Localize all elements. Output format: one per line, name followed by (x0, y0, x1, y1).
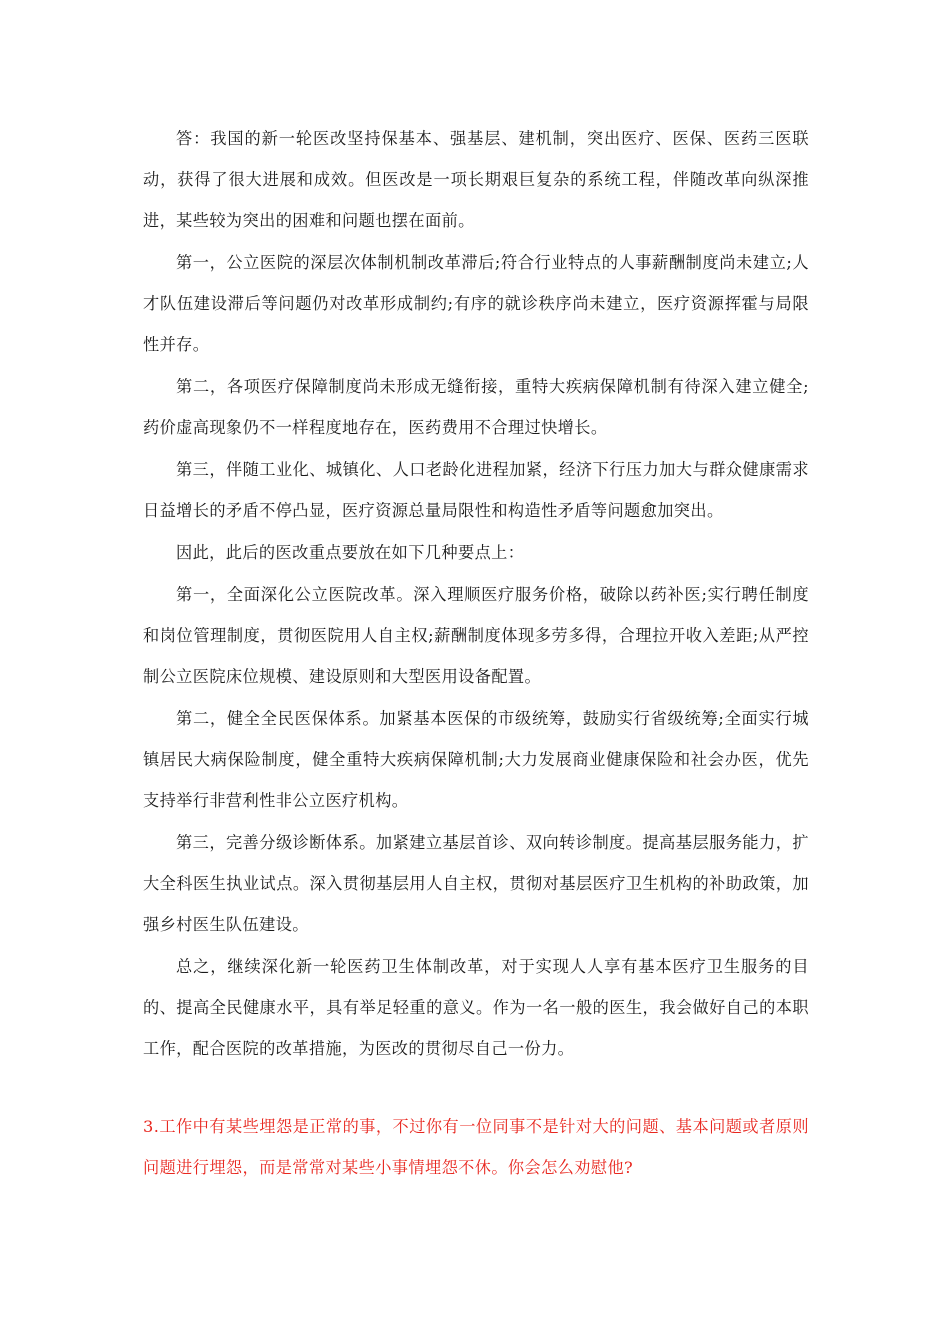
key-point-three-paragraph: 第三，完善分级诊断体系。加紧建立基层首诊、双向转诊制度。提高基层服务能力，扩大全科医生执业试点。深入贯彻基层用人自主权，贯彻对基层医疗卫生机构的补助政策，加强乡村医生队伍建设。 (143, 833, 809, 934)
problem-three-paragraph: 第三，伴随工业化、城镇化、人口老龄化进程加紧，经济下行压力加大与群众健康需求日益增长的矛盾不停凸显，医疗资源总量局限性和构造性矛盾等问题愈加突出。 (143, 460, 809, 520)
key-point-one-paragraph: 第一，全面深化公立医院改革。深入理顺医疗服务价格，破除以药补医;实行聘任制度和岗位管理制度，贯彻医院用人自主权;薪酬制度体现多劳多得，合理拉开收入差距;从严控制公立医院床位规模、建设原则和大型医用设备配置。 (143, 585, 809, 686)
question-three: 3.工作中有某些埋怨是正常的事，不过你有一位同事不是针对大的问题、基本问题或者原则问题进行埋怨，而是常常对某些小事情埋怨不休。你会怎么劝慰他? (143, 1117, 809, 1177)
key-points-intro-paragraph: 因此，此后的医改重点要放在如下几种要点上： (176, 543, 525, 562)
document-body (143, 118, 809, 1189)
key-point-two-paragraph: 第二，健全全民医保体系。加紧基本医保的市级统筹，鼓励实行省级统筹;全面实行城镇居民大病保险制度，健全重特大疾病保障机制;大力发展商业健康保险和社会办医，优先支持举行非营利性非公立医疗机构。 (143, 709, 809, 810)
conclusion-paragraph: 总之，继续深化新一轮医药卫生体制改革，对于实现人人享有基本医疗卫生服务的目的、提高全民健康水平，具有举足轻重的意义。作为一名一般的医生，我会做好自己的本职工作，配合医院的改革措施，为医改的贯彻尽自己一份力。 (143, 957, 809, 1058)
problem-one-paragraph: 第一，公立医院的深层次体制机制改革滞后;符合行业特点的人事薪酬制度尚未建立;人才队伍建设滞后等问题仍对改革形成制约;有序的就诊秩序尚未建立，医疗资源挥霍与局限性并存。 (143, 253, 809, 354)
problem-two-paragraph: 第二，各项医疗保障制度尚未形成无缝衔接，重特大疾病保障机制有待深入建立健全;药价虚高现象仍不一样程度地存在，医药费用不合理过快增长。 (143, 377, 809, 437)
answer-intro-paragraph: 答：我国的新一轮医改坚持保基本、强基层、建机制，突出医疗、医保、医药三医联动，获得了很大进展和成效。但医改是一项长期艰巨复杂的系统工程，伴随改革向纵深推进，某些较为突出的困难和问题也摆在面前。 (143, 129, 809, 230)
